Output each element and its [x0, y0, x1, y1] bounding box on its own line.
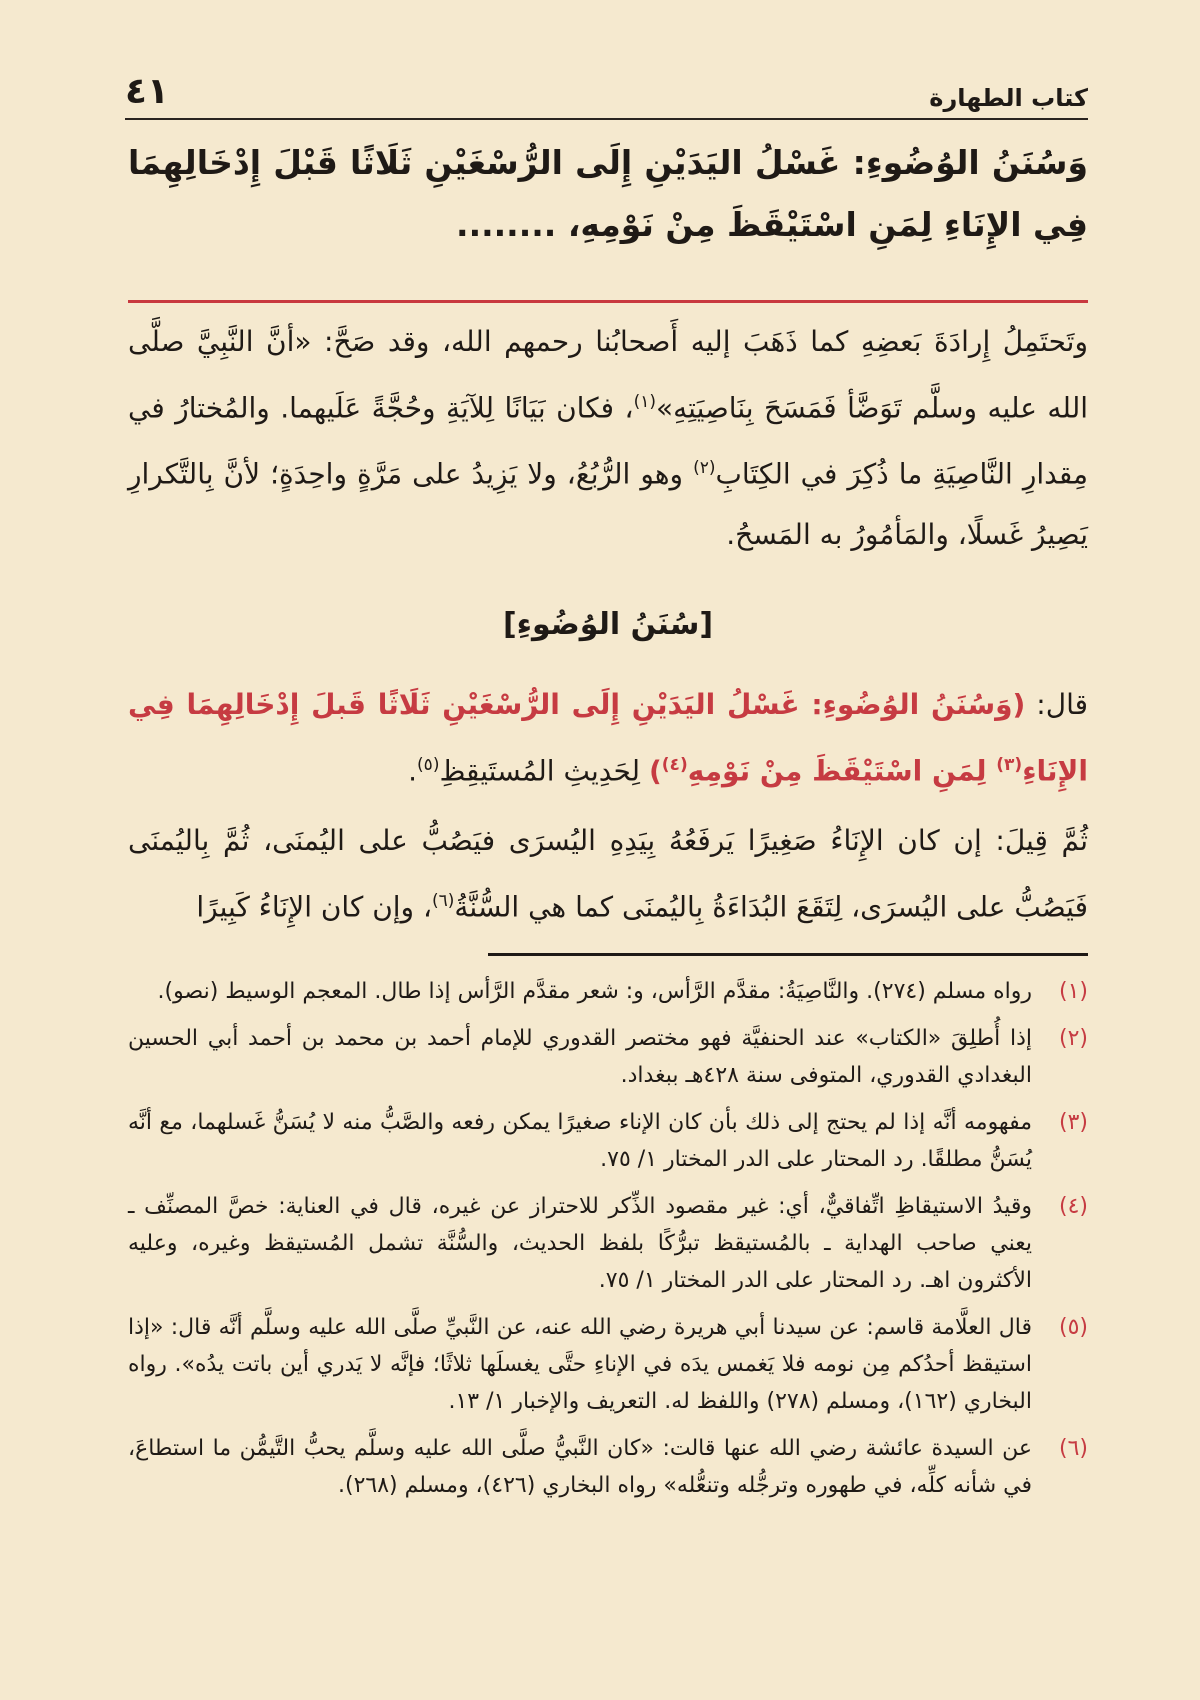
matn-quote-a: (وَسُنَنُ الوُضُوءِ: غَسْلُ اليَدَيْنِ إِلَى الرُّسْغَيْنِ ثَلَاثًا قَبلَ إِدْخَالِهِمَا فِي الإِنَاءِ — [128, 687, 1088, 787]
footnote-number: (٢) — [1058, 1026, 1088, 1051]
footnote — [128, 1309, 1088, 1420]
footnote-number: (٥) — [1058, 1315, 1088, 1340]
footnote-ref-3[interactable]: (٣) — [996, 754, 1023, 775]
footnote-text: قال العلَّامة قاسم: عن سيدنا أبي هريرة رضي الله عنه، عن النَّبيِّ صلَّى الله عليه وسلَّم أنَّه قال: «إذا استيقظ أحدُكم مِن نومه فلا يَغمس يدَه في الإناءِ حتَّى يغسلَها ثلاثًا؛ فإنَّه لا يَدري أين باتت يدُه». رواه البخاري (١٦٢)، ومسلم (٢٧٨) واللفظ له. التعريف والإخبار ١/ ١٣. — [128, 1315, 1032, 1414]
footnote — [128, 1104, 1088, 1178]
p2-end: . — [408, 753, 418, 787]
p1-text-a: وتَحتَمِلُ إِرادَةَ بَعضِهِ كما ذَهَبَ إليه أَصحابُنا رحمهم الله، وقد صَحَّ: «أنَّ النَّبِيَّ صلَّى الله عليه وسلَّم تَوَضَّأ فَمَسَحَ بِنَاصِيَتِهِ» — [128, 325, 1089, 425]
footnotes — [128, 973, 1088, 1514]
footnote-ref-2[interactable]: (٢) — [693, 458, 716, 479]
footnote-divider — [488, 953, 1088, 956]
paragraph-3 — [128, 811, 1088, 937]
footnote-ref-6[interactable]: (٦) — [432, 890, 455, 911]
footnote-number: (٤) — [1058, 1194, 1088, 1219]
p3-text-a: ثُمَّ قِيلَ: إن كان الإِنَاءُ صَغِيرًا يَرفَعُهُ بِيَدِهِ اليُسرَى فيَصُبُّ على اليُمنَى، ثُمَّ بِاليُمنَى فَيَصُبُّ على اليُسرَى، لِتَقَعَ البُدَاءَةُ بِاليُمنَى كما هي السُّنَّةُ — [128, 823, 1088, 924]
matn-body: وَسُنَنُ الوُضُوءِ: غَسْلُ اليَدَيْنِ إِلَى الرُّسْغَيْنِ ثَلَاثًا قَبْلَ إِدْخَالِهِمَا فِي الإِنَاءِ لِمَنِ اسْتَيْقَظَ مِنْ نَوْمِهِ، — [128, 143, 1088, 244]
paragraph-1 — [128, 312, 1088, 565]
footnote — [128, 973, 1088, 1010]
footnote-number: (١) — [1058, 979, 1088, 1004]
matn-quote-b: لِمَنِ اسْتَيْقَظَ مِنْ نَوْمِهِ — [687, 753, 997, 787]
footnote-ref-5[interactable]: (٥) — [417, 754, 440, 775]
p1-text-b: ، فكان بَيَانًا لِلآيَةِ وحُجَّةً عَلَيهما. والمُختارُ في مِقدارِ النَّاصِيَةِ ما ذُكِرَ في الكِتَابِ — [128, 391, 1088, 491]
footnote — [128, 1188, 1088, 1299]
section-heading: [سُنَنُ الوُضُوءِ] — [502, 606, 714, 642]
qala-label: قال: — [1025, 687, 1088, 721]
matn-text — [128, 132, 1088, 256]
footnote-number: (٦) — [1058, 1436, 1088, 1461]
p2-text: لِحَدِيثِ المُستَيقِظِ — [439, 753, 649, 787]
footnote — [128, 1020, 1088, 1094]
running-header — [125, 72, 1088, 120]
footnote-text: رواه مسلم (٢٧٤). والنَّاصِيَةُ: مقدَّم الرَّأس، و: شعر مقدَّم الرَّأس إذا طال. المعجم الوسيط (نصو). — [157, 979, 1032, 1004]
footnote-number: (٣) — [1058, 1110, 1088, 1135]
p3-text-b: ، وإن كان الإِنَاءُ كَبِيرًا — [196, 890, 432, 924]
footnote — [128, 1430, 1088, 1504]
matn-quote-close: ) — [648, 753, 662, 787]
footnote-ref-4[interactable]: (٤) — [661, 754, 688, 775]
matn-dots: ........ — [456, 205, 557, 244]
footnote-text: عن السيدة عائشة رضي الله عنها قالت: «كان النَّبيُّ صلَّى الله عليه وسلَّم يحبُّ التَّيمُّن ما استطاعَ، في شأنه كلِّه، في طهوره وترجُّله وتنعُّله» رواه البخاري (٤٢٦)، ومسلم (٢٦٨). — [128, 1436, 1032, 1498]
paragraph-2 — [128, 675, 1088, 801]
chapter-title: كتاب الطهارة — [929, 84, 1088, 112]
matn-divider — [128, 300, 1088, 303]
footnote-ref-1[interactable]: (١) — [633, 392, 656, 412]
commentary-body — [128, 312, 1088, 937]
p1-text-c: وهو الرُّبُعُ، ولا يَزِيدُ على مَرَّةٍ واحِدَةٍ؛ لأنَّ بِالتَّكرارِ يَصِيرُ غَسلًا، والمَأمُورُ به المَسحُ. — [128, 457, 1088, 551]
footnote-text: وقيدُ الاستيقاظِ اتِّفاقيٌّ، أي: غير مقصود الذِّكر للاحتراز عن غيره، قال في العناية: خصَّ المصنِّف ـ يعني صاحب الهداية ـ بالمُستيقظ تبرُّكًا بلفظ الحديث، والسُّنَّة تشمل المُستيقظ وغيره، وعليه الأكثرون اهـ. رد المحتار على الدر المختار ١/ ٧٥. — [128, 1194, 1032, 1293]
footnote-text: مفهومه أنَّه إذا لم يحتج إلى ذلك بأن كان الإناء صغيرًا يمكن رفعه والصَّبُّ منه لا يُسَنُّ غَسلهما، مع أنَّه يُسَنُّ مطلقًا. رد المحتار على الدر المختار ١/ ٧٥. — [128, 1110, 1032, 1172]
footnote-text: إذا أُطلِقَ «الكتاب» عند الحنفيَّة فهو مختصر القدوري للإمام أحمد بن محمد بن أحمد أبي الحسين البغدادي القدوري، المتوفى سنة ٤٢٨هـ ببغداد. — [128, 1026, 1032, 1088]
page-number: ٤١ — [125, 71, 169, 112]
